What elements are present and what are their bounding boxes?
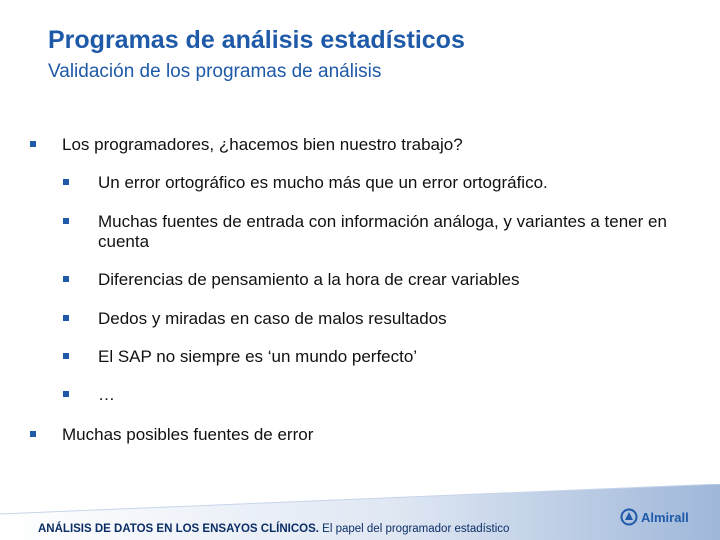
- footer-title: ANÁLISIS DE DATOS EN LOS ENSAYOS CLÍNICOS.: [38, 523, 319, 535]
- company-logo: [620, 508, 689, 526]
- sub-bullet-text: Dedos y miradas en caso de malos resultados: [98, 309, 447, 328]
- sub-bullet-marker: [63, 353, 69, 359]
- slide-subtitle: Validación de los programas de análisis: [48, 61, 382, 82]
- bullet-text: Los programadores, ¿hacemos bien nuestro trabajo?: [62, 135, 463, 154]
- sub-bullet-text: cuenta: [98, 232, 150, 251]
- sub-bullet-text: …: [98, 385, 115, 404]
- sub-bullet-marker: [63, 276, 69, 282]
- footer-text: [38, 523, 509, 535]
- sub-bullet-marker: [63, 218, 69, 224]
- sub-bullet-marker: [63, 315, 69, 321]
- bullet-marker: [30, 431, 36, 437]
- sub-bullet-text: Muchas fuentes de entrada con información análoga, y variantes a tener en: [98, 212, 667, 231]
- slide-title: Programas de análisis estadísticos: [48, 26, 465, 54]
- sub-bullet-marker: [63, 391, 69, 397]
- bullet-marker: [30, 141, 36, 147]
- sub-bullet-marker: [63, 179, 69, 185]
- sub-bullet-text: Diferencias de pensamiento a la hora de crear variables: [98, 270, 520, 289]
- footer-subtitle: El papel del programador estadístico: [318, 523, 510, 535]
- almirall-logo-icon: [620, 508, 638, 526]
- sub-bullet-text: El SAP no siempre es ‘un mundo perfecto’: [98, 347, 418, 366]
- logo-wordmark: Almirall: [641, 509, 689, 525]
- bullet-text: Muchas posibles fuentes de error: [62, 425, 314, 444]
- sub-bullet-text: Un error ortográfico es mucho más que un error ortográfico.: [98, 173, 548, 192]
